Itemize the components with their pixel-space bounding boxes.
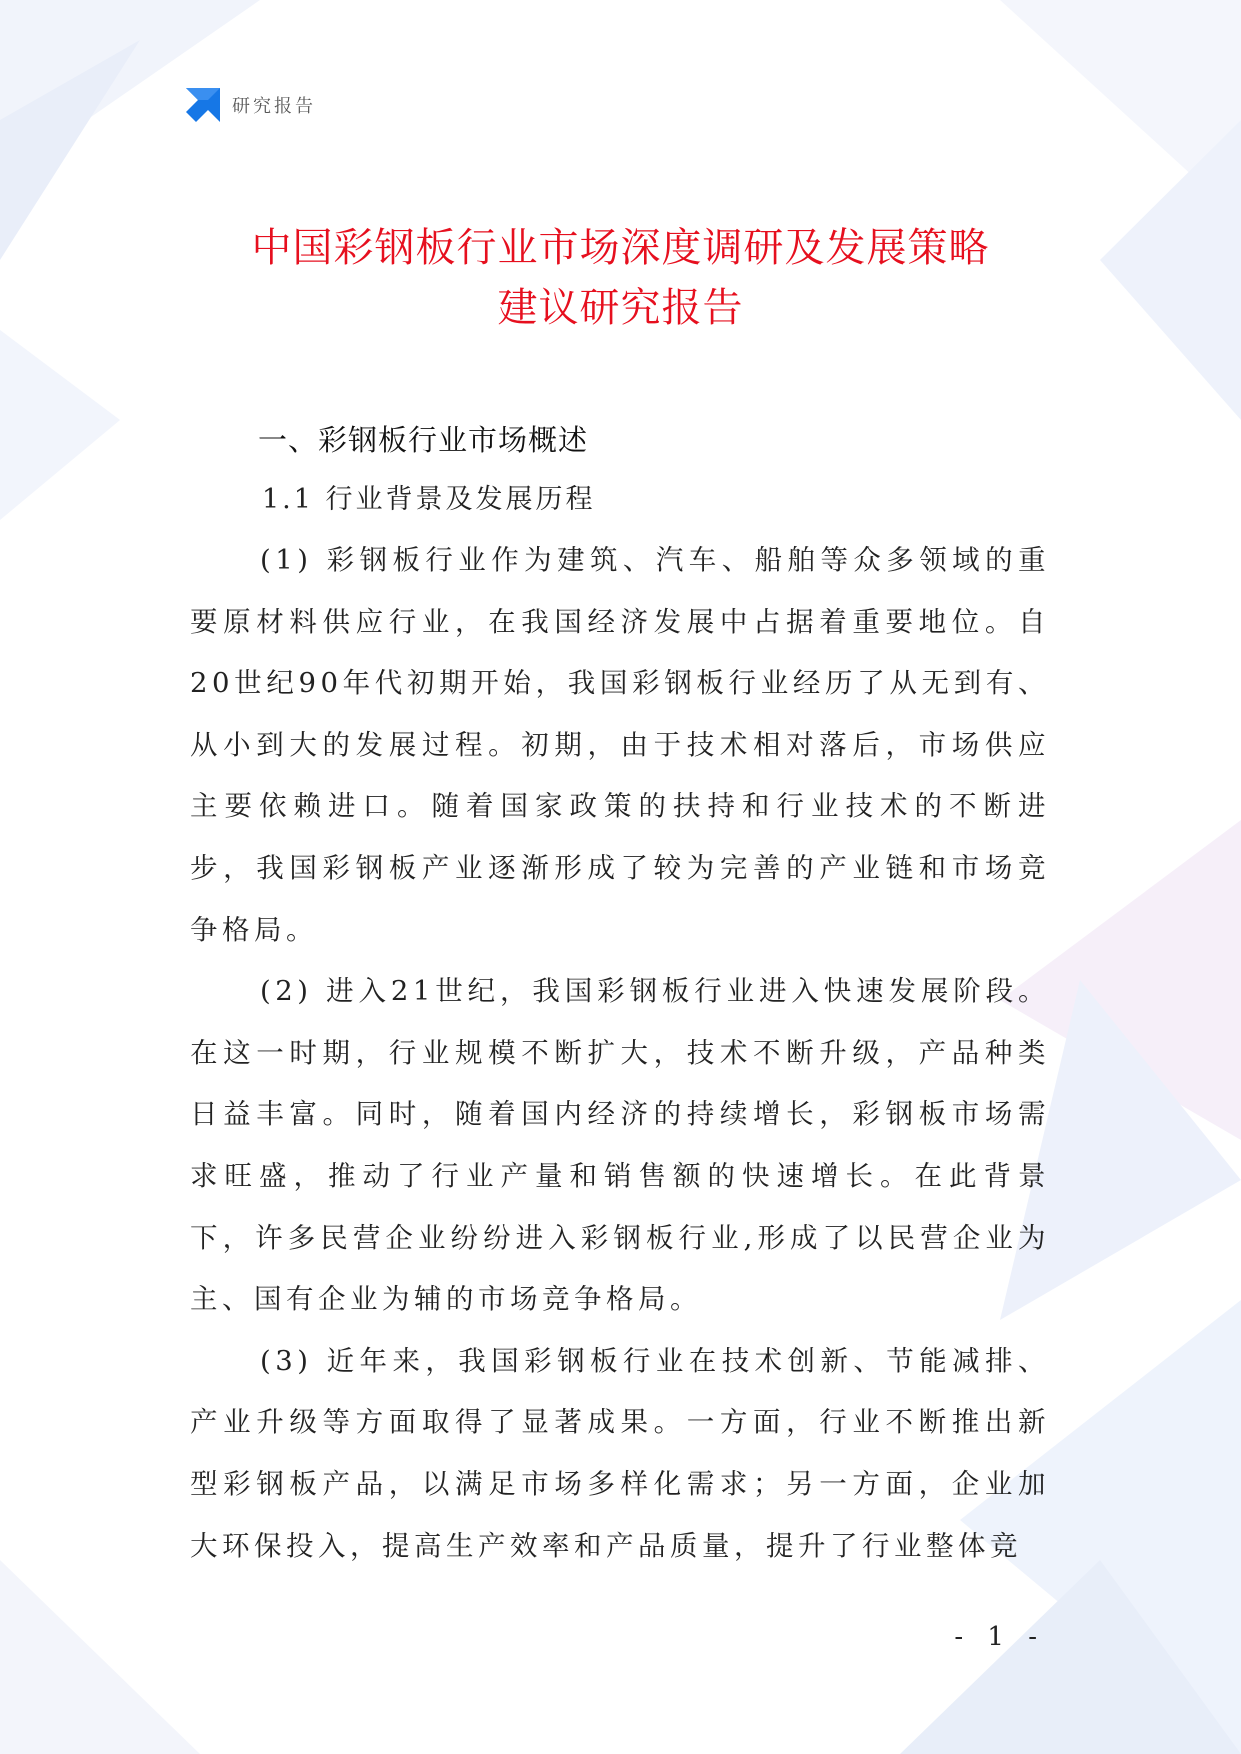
- title-line-1: 中国彩钢板行业市场深度调研及发展策略: [251, 225, 990, 271]
- document-body: [190, 410, 1050, 1577]
- paragraph-1: (1) 彩钢板行业作为建筑、汽车、船舶等众多领域的重要原材料供应行业，在我国经济发展中占据着重要地位。自20世纪90年代初期开始，我国彩钢板行业经历了从无到有、从小到大的发展过程。初期，由于技术相对落后，市场供应主要依赖进口。随着国家政策的扶持和行业技术的不断进步，我国彩钢板产业逐渐形成了较为完善的产业链和市场竞争格局。: [190, 544, 1050, 946]
- arrow-up-right-icon: [186, 88, 220, 122]
- header-label: 研究报告: [232, 96, 316, 117]
- document-title: [150, 218, 1091, 338]
- title-line-2: 建议研究报告: [497, 285, 744, 331]
- paragraph-2: (2) 进入21世纪，我国彩钢板行业进入快速发展阶段。在这一时期，行业规模不断扩大，技术不断升级，产品种类日益丰富。同时，随着国内经济的持续增长，彩钢板市场需求旺盛，推动了行业产量和销售额的快速增长。在此背景下，许多民营企业纷纷进入彩钢板行业,形成了以民营企业为主、国有企业为辅的市场竞争格局。: [190, 975, 1050, 1316]
- paragraph-3: (3) 近年来，我国彩钢板行业在技术创新、节能减排、产业升级等方面取得了显著成果。一方面，行业不断推出新型彩钢板产品，以满足市场多样化需求；另一方面，企业加大环保投入，提高生产效率和产品质量，提升了行业整体竞: [190, 1344, 1050, 1562]
- section-heading: 一、彩钢板行业市场概述: [258, 423, 589, 457]
- report-header: [186, 88, 316, 122]
- section-subheading: 1.1 行业背景及发展历程: [262, 484, 596, 515]
- page-number: - 1 -: [954, 1622, 1045, 1652]
